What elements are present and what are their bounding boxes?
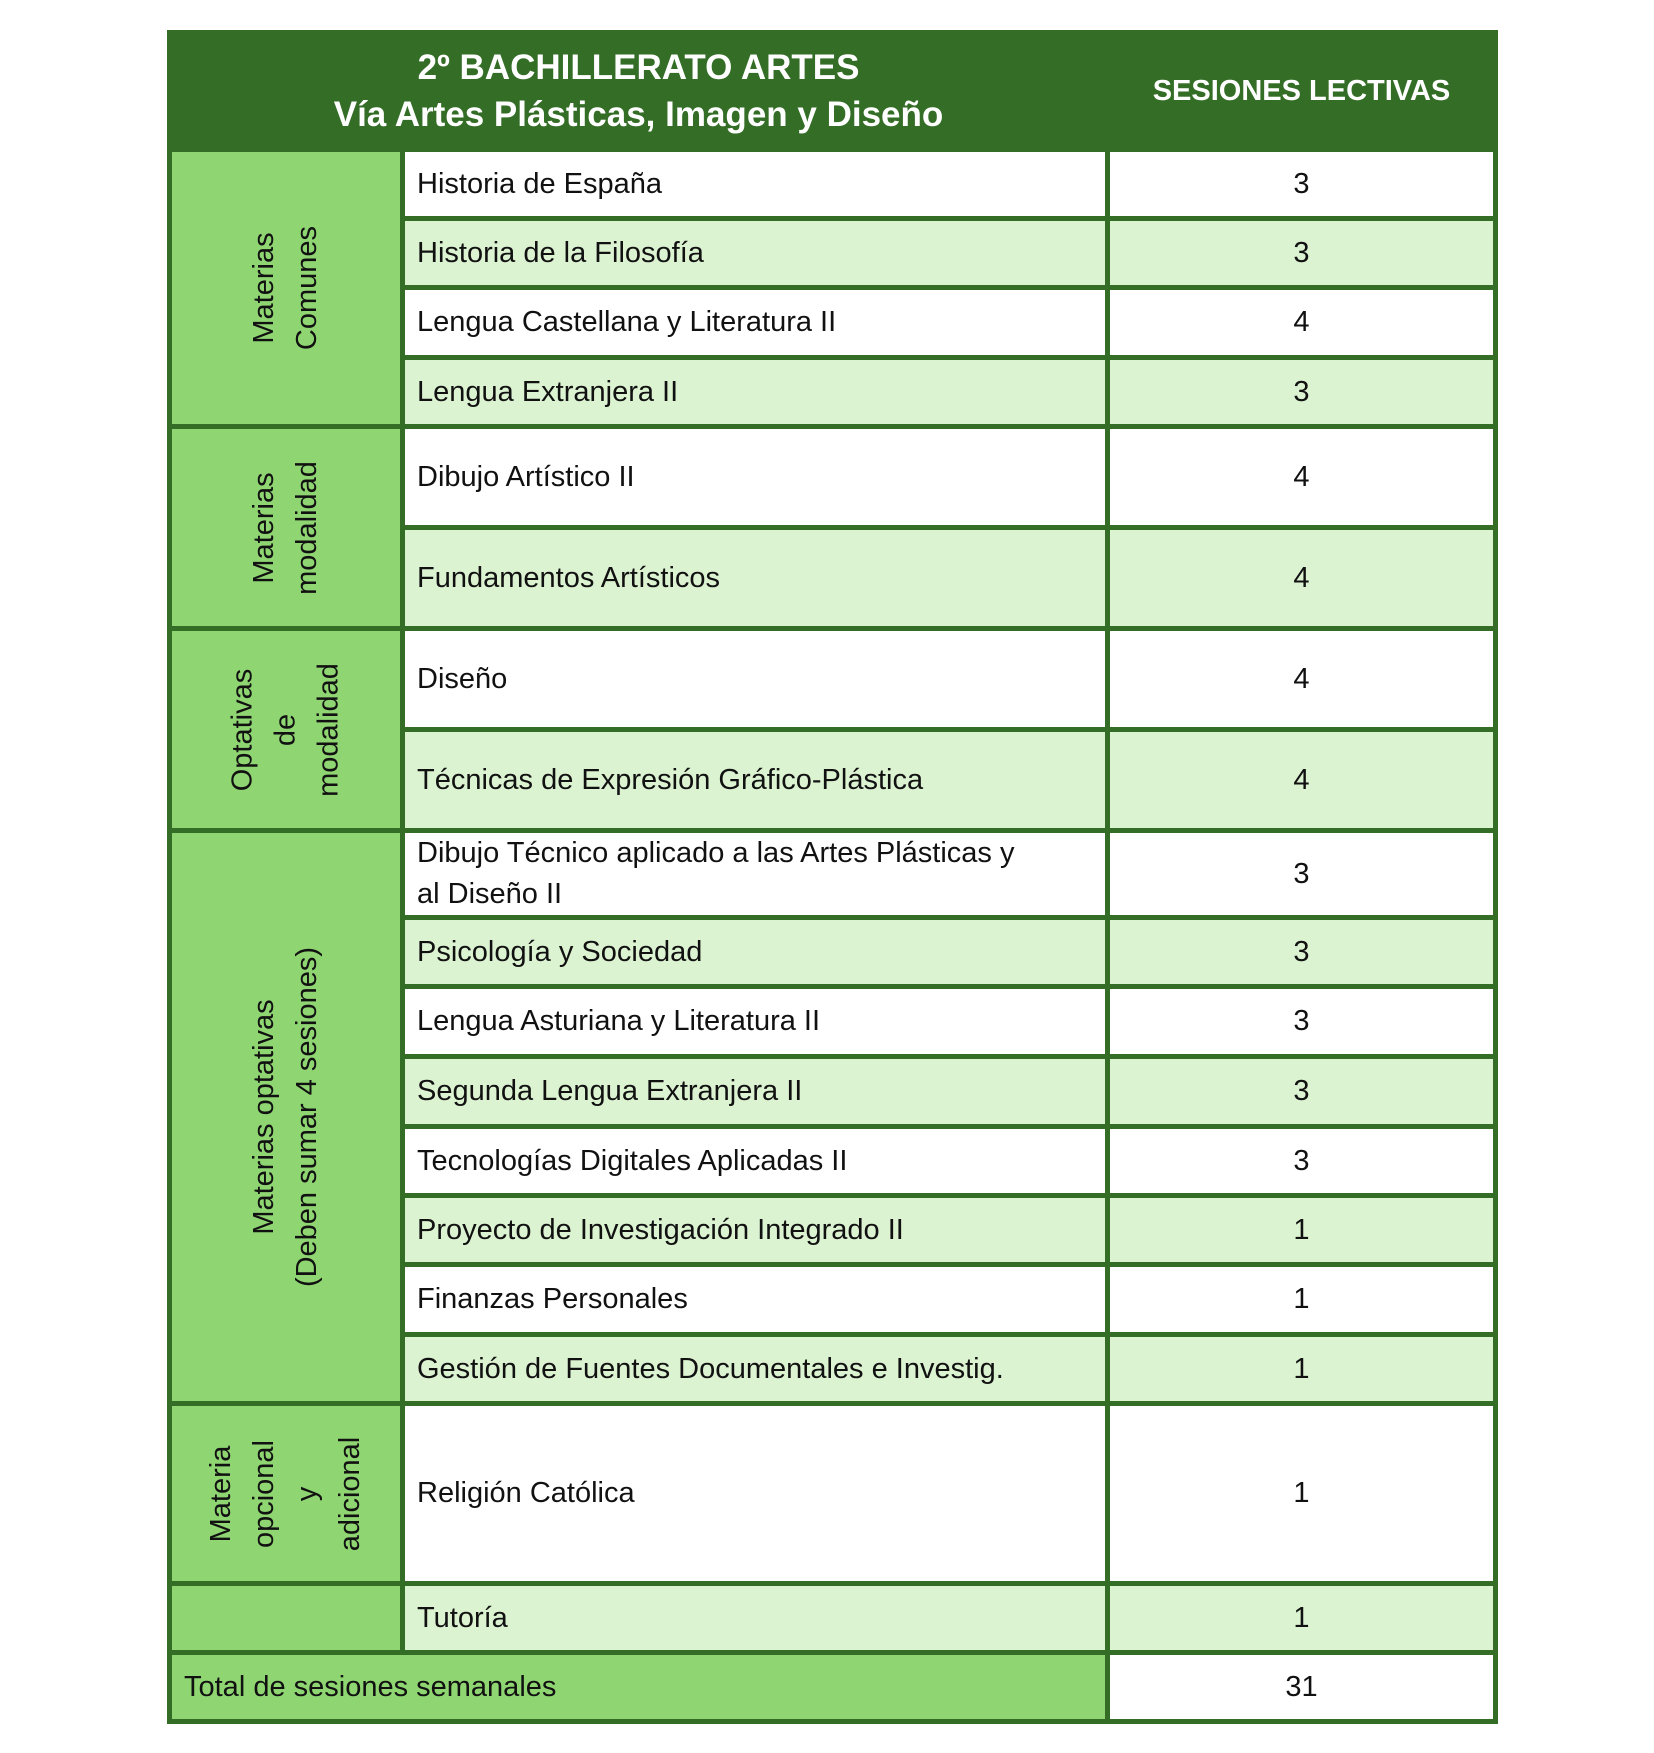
subject-name: Diseño [403,629,1108,730]
category-label-line: adicional [334,1436,366,1551]
session-count: 4 [1108,288,1496,358]
session-count: 1 [1108,1584,1496,1653]
category-label-line: de [269,713,302,746]
subject-name: Tutoría [403,1584,1108,1653]
session-count: 3 [1108,1057,1496,1127]
subject-name: Psicología y Sociedad [403,918,1108,987]
session-count: 3 [1108,150,1496,219]
table-row [170,1584,1496,1653]
subject-name: Lengua Castellana y Literatura II [403,288,1108,358]
session-count: 4 [1108,427,1496,528]
subject-name: Segunda Lengua Extranjera II [403,1057,1108,1127]
sessions-table [167,30,1498,1724]
table-row [170,427,1496,528]
subject-name: Técnicas de Expresión Gráfico-Plástica [403,730,1108,831]
session-count: 1 [1108,1335,1496,1404]
session-count: 3 [1108,831,1496,918]
subject-name: Finanzas Personales [403,1265,1108,1335]
category-empty [170,1584,403,1653]
table-row [170,831,1496,918]
subject-name-line: al Diseño II [417,878,563,910]
session-count: 3 [1108,358,1496,427]
subject-name: Proyecto de Investigación Integrado II [403,1196,1108,1265]
total-label: Total de sesiones semanales [170,1653,1108,1722]
total-value: 31 [1108,1653,1496,1722]
category-optativas [170,831,403,1404]
sessions-column-header: SESIONES LECTIVAS [1108,33,1496,150]
category-label-line: Optativas [226,668,259,791]
subject-name-line: Dibujo Técnico aplicado a las Artes Plásticas y [417,837,1015,869]
subject-name: Lengua Asturiana y Literatura II [403,987,1108,1057]
title-line-1: 2º BACHILLERATO ARTES [417,48,860,87]
category-label-line: Materia [205,1445,237,1542]
subject-name: Lengua Extranjera II [403,358,1108,427]
category-label-line: (Deben sumar 4 sesiones) [291,946,323,1288]
category-label-line: modalidad [291,460,323,595]
session-count: 1 [1108,1196,1496,1265]
subject-name: Historia de España [403,150,1108,219]
total-row [170,1653,1496,1722]
session-count: 4 [1108,528,1496,629]
table-header-row [170,33,1496,150]
session-count: 3 [1108,918,1496,987]
sessions-table-container [167,30,1493,1724]
subject-name: Tecnologías Digitales Aplicadas II [403,1127,1108,1196]
subject-name: Gestión de Fuentes Documentales e Investig. [403,1335,1108,1404]
category-optativas-modalidad [170,629,403,831]
session-count: 4 [1108,730,1496,831]
category-label-line: opcional [248,1439,280,1548]
subject-name: Historia de la Filosofía [403,219,1108,288]
session-count: 3 [1108,219,1496,288]
subject-name: Religión Católica [403,1404,1108,1584]
title-line-2: Vía Artes Plásticas, Imagen y Diseño [333,95,944,134]
subject-name: Fundamentos Artísticos [403,528,1108,629]
subject-name [403,831,1108,918]
table-title [170,33,1108,150]
category-label-line: Materias [248,471,280,584]
category-label-line: Materias optativas [248,999,280,1235]
category-label-line: y [291,1486,323,1501]
session-count: 3 [1108,987,1496,1057]
table-row [170,1404,1496,1584]
table-row [170,150,1496,219]
session-count: 4 [1108,629,1496,730]
category-label-line: modalidad [312,662,345,797]
table-row [170,629,1496,730]
category-opcional [170,1404,403,1584]
category-label-line: Comunes [291,225,323,351]
subject-name: Dibujo Artístico II [403,427,1108,528]
session-count: 3 [1108,1127,1496,1196]
category-modalidad [170,427,403,629]
session-count: 1 [1108,1265,1496,1335]
category-label-line: Materias [248,232,280,344]
session-count: 1 [1108,1404,1496,1584]
category-comunes [170,150,403,427]
